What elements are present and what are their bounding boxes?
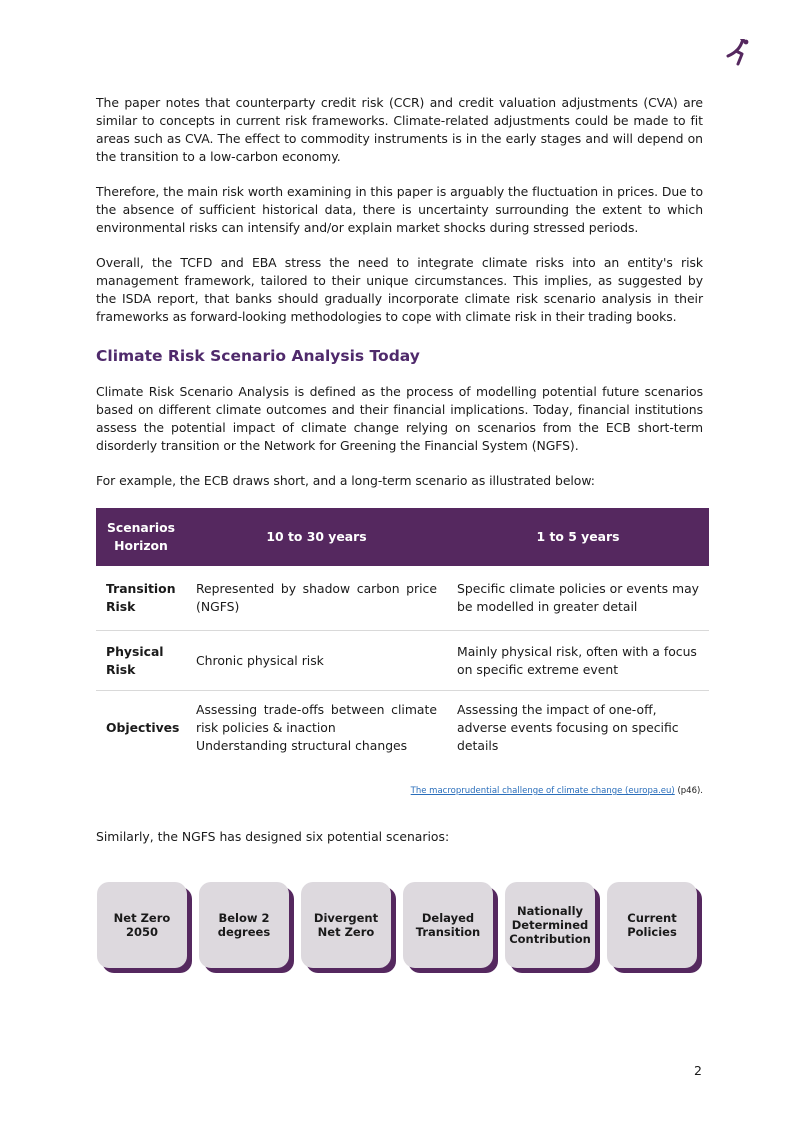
document-body xyxy=(96,94,703,490)
table-header-row xyxy=(96,508,709,566)
source-citation xyxy=(411,786,703,796)
table-header-cell: Scenarios Horizon xyxy=(96,508,186,566)
paragraph-ecb-example: For example, the ECB draws short, and a long-term scenario as illustrated below: xyxy=(96,473,595,488)
ngfs-scenario-cards xyxy=(97,882,707,978)
paragraph-ccr-cva: The paper notes that counterparty credit risk (CCR) and credit valuation adjustments (CVA) are similar to concepts in current risk frameworks. Climate-related adjustments could be made to fit areas such as CVA. The effect to commodity instruments is in the early stages and will depend on the transition to a low-carbon economy. xyxy=(96,95,703,164)
scenario-card: Nationally Determined Contribution xyxy=(505,882,595,968)
source-link[interactable]: The macroprudential challenge of climate change (europa.eu) xyxy=(410,786,675,796)
paragraph-definition: Climate Risk Scenario Analysis is defined as the process of modelling potential future scenarios based on different climate outcomes and their financial implications. Today, financial institutions assess the potential impact of climate change relying on scenarios from the ECB short-term disorderly transition or the Network for Greening the Financial System (NGFS). xyxy=(96,384,703,453)
table-cell xyxy=(186,691,447,766)
row-label: Objectives xyxy=(106,720,180,735)
table-cell: Represented by shadow carbon price (NGFS) xyxy=(186,566,447,631)
table-cell: Specific climate policies or events may be modelled in greater detail xyxy=(447,566,709,631)
page-number: 2 xyxy=(694,1063,702,1078)
table-row xyxy=(96,631,709,691)
cell-line: Assessing trade-offs between climate risk policies & inaction xyxy=(196,702,437,735)
table-row xyxy=(96,691,709,766)
paragraph-ngfs-intro: Similarly, the NGFS has designed six potential scenarios: xyxy=(96,829,450,844)
table-row xyxy=(96,566,709,631)
scenario-card: Divergent Net Zero xyxy=(301,882,391,968)
paragraph-tcfd-eba: Overall, the TCFD and EBA stress the need to integrate climate risks into an entity's risk management framework, tailored to their unique circumstances. This implies, as suggested by the ISDA report, that banks should gradually incorporate climate risk scenario analysis in their frameworks as forward-looking methodologies to cope with climate risk in their trading books. xyxy=(96,255,703,324)
cell-line: Understanding structural changes xyxy=(196,738,408,753)
table-cell: Mainly physical risk, often with a focus on specific extreme event xyxy=(447,631,709,691)
scenario-card: Below 2 degrees xyxy=(199,882,289,968)
scenario-card: Delayed Transition xyxy=(403,882,493,968)
table-cell: Chronic physical risk xyxy=(186,631,447,691)
source-suffix: (p46). xyxy=(674,786,703,796)
company-logo-icon xyxy=(720,36,754,68)
table-header-cell: 10 to 30 years xyxy=(186,508,447,566)
table-header-cell: 1 to 5 years xyxy=(447,508,709,566)
scenario-card: Current Policies xyxy=(607,882,697,968)
section-heading: Climate Risk Scenario Analysis Today xyxy=(96,347,420,365)
row-label: Transition Risk xyxy=(96,566,186,631)
scenario-card: Net Zero 2050 xyxy=(97,882,187,968)
table-cell: Assessing the impact of one-off, adverse events focusing on specific details xyxy=(457,702,679,753)
scenario-horizon-table xyxy=(96,508,709,765)
row-label: Physical Risk xyxy=(96,631,186,691)
paragraph-price-risk: Therefore, the main risk worth examining in this paper is arguably the fluctuation in prices. Due to the absence of sufficient historical data, there is uncertainty surrounding the extent to which environmental risks can intensify and/or explain market shocks during stressed periods. xyxy=(96,184,703,235)
